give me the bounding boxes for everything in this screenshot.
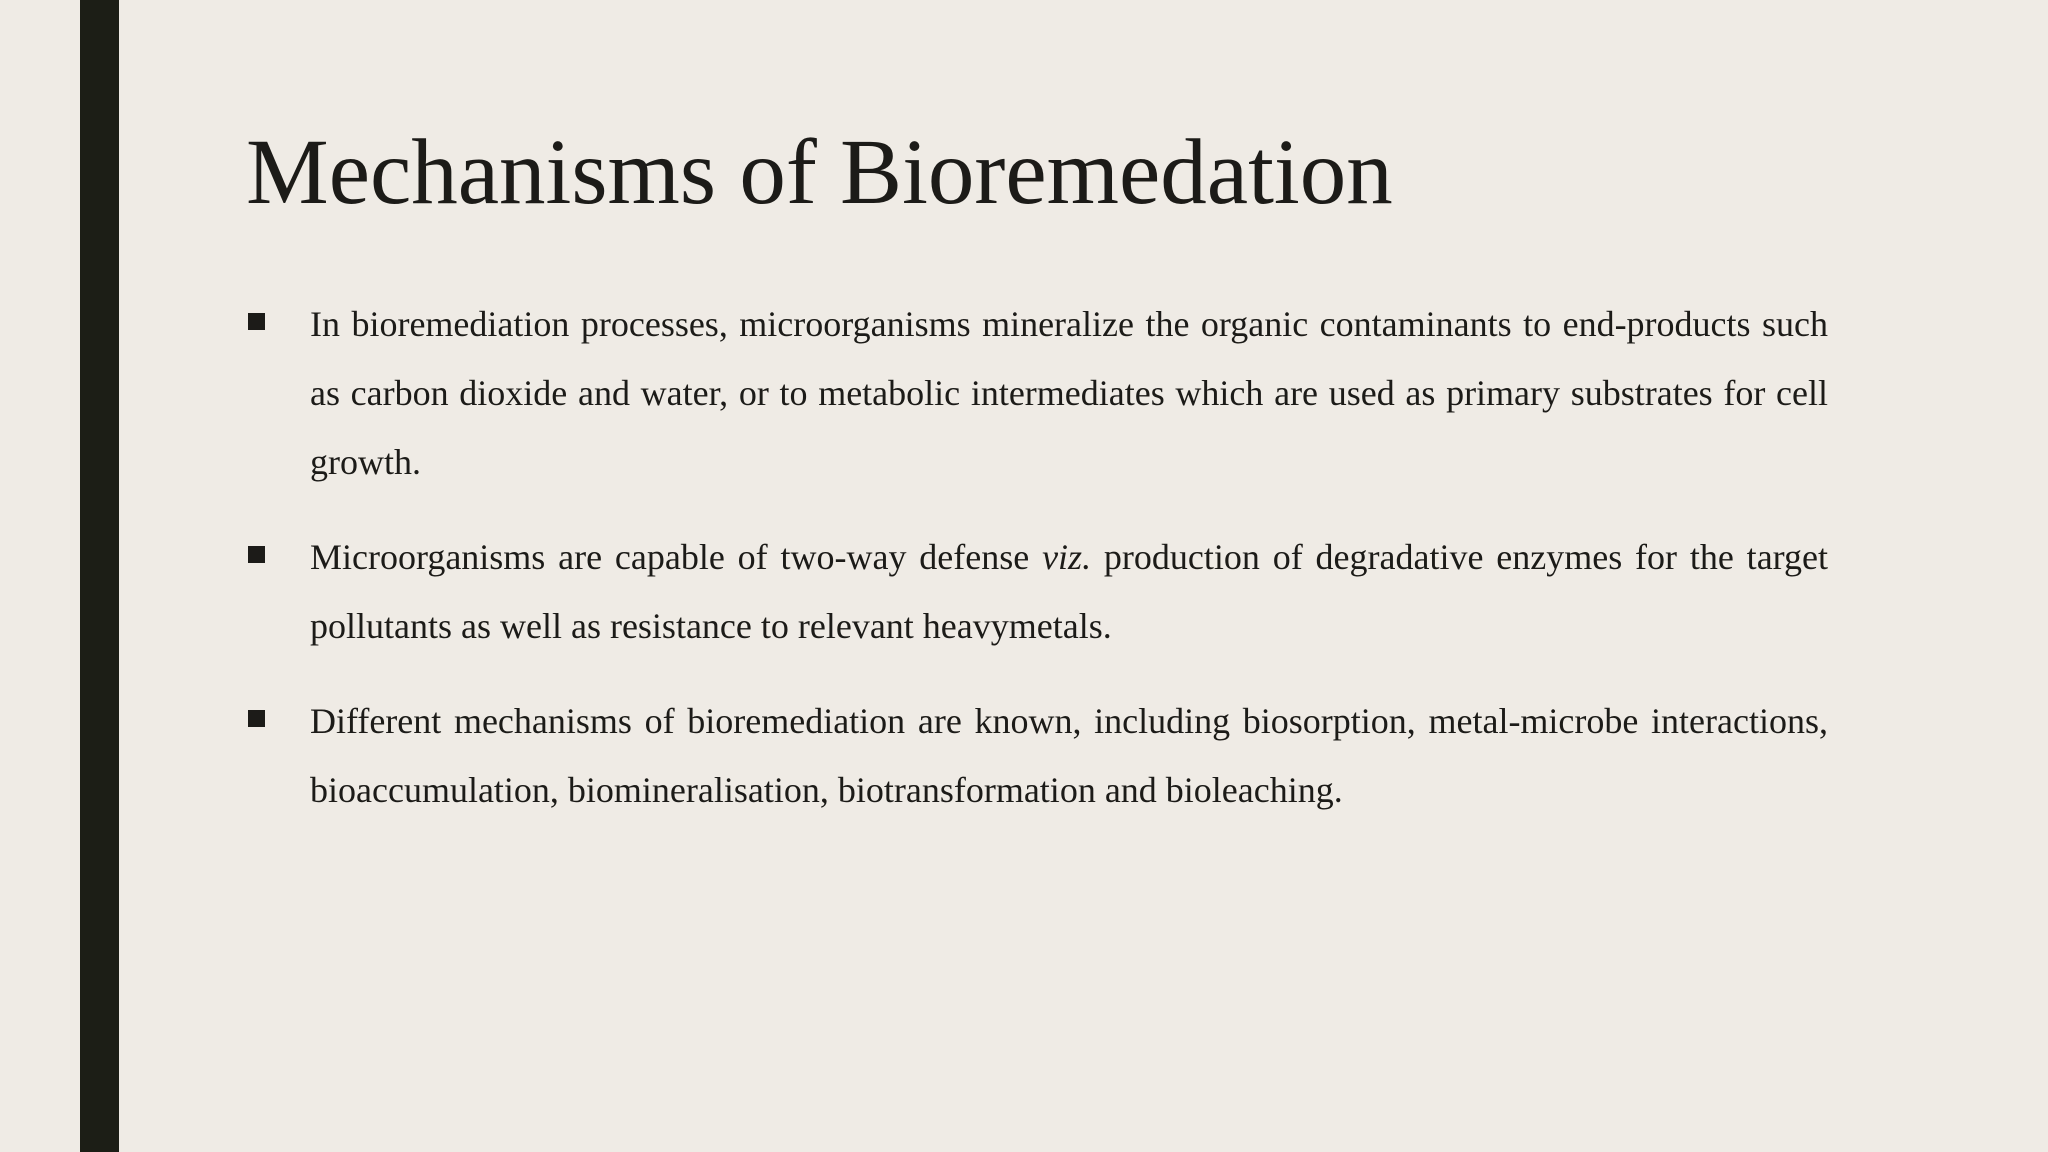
- bullet-item: [246, 687, 1828, 825]
- bullet-text-part: Microorganisms are capable of two-way defense: [310, 537, 1043, 577]
- accent-bar: [80, 0, 119, 1152]
- bullet-item: [246, 523, 1828, 661]
- bullet-text: [310, 523, 1828, 661]
- bullet-text: In bioremediation processes, microorganisms mineralize the organic contaminants to end-products such as carbon dioxide and water, or to metabolic intermediates which are used as primary substrates for cell growth.: [310, 304, 1828, 482]
- square-bullet-icon: [248, 313, 265, 330]
- square-bullet-icon: [248, 710, 265, 727]
- bullet-item: [246, 290, 1828, 497]
- slide-title: Mechanisms of Bioremedation: [246, 121, 1393, 224]
- bullet-text-part: production of degradative enzymes for the target pollutants as well as resistance to relevant heavymetals.: [310, 537, 1828, 646]
- bullet-list: [246, 290, 1828, 851]
- bullet-text-italic: viz.: [1042, 537, 1092, 577]
- square-bullet-icon: [248, 546, 265, 563]
- bullet-text: Different mechanisms of bioremediation are known, including biosorption, metal-microbe interactions, bioaccumulation, biomineralisation, biotransformation and bioleaching.: [310, 701, 1828, 810]
